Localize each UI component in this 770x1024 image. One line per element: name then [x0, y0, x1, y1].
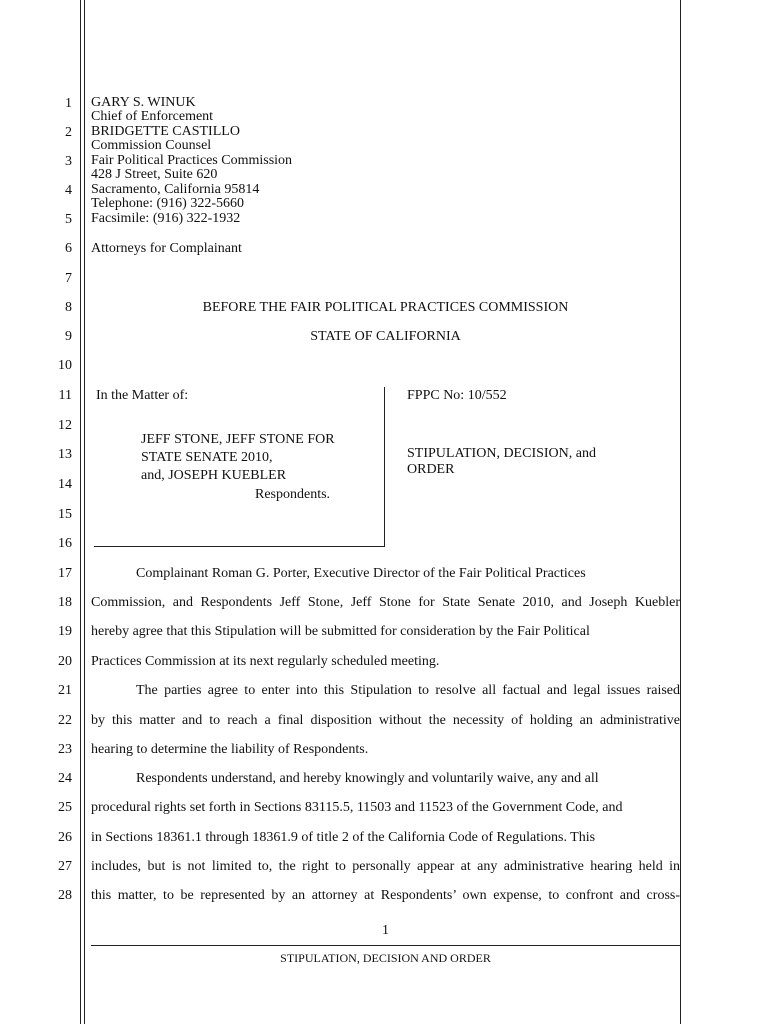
line-number: 9	[65, 329, 72, 344]
left-margin-rule-outer	[80, 0, 81, 1024]
line-number: 22	[58, 713, 72, 728]
footer-title: STIPULATION, DECISION AND ORDER	[280, 951, 491, 965]
body-line: in Sections 18361.1 through 18361.9 of title 2 of the California Code of Regulations. This	[91, 830, 596, 845]
line-number: 18	[58, 595, 72, 610]
document-title: ORDER	[407, 462, 455, 477]
matter-label: In the Matter of:	[96, 388, 189, 403]
line-number: 14	[58, 477, 72, 492]
line-number: 23	[58, 742, 72, 757]
line-number: 25	[58, 800, 72, 815]
line-number: 3	[65, 154, 72, 169]
line-number: 11	[58, 388, 72, 403]
body-line: Complainant Roman G. Porter, Executive Director of the Fair Political Practices	[136, 566, 586, 581]
line-number: 4	[65, 183, 72, 198]
line-number: 2	[65, 125, 72, 140]
body-line: this matter, to be represented by an attorney at Respondents’ own expense, to confront and cross-	[91, 888, 680, 903]
line-number: 12	[58, 418, 72, 433]
telephone: Telephone: (916) 322-5660	[91, 196, 244, 211]
attorney-name: GARY S. WINUK	[91, 95, 196, 110]
attorney-title: Chief of Enforcement	[91, 109, 214, 124]
right-margin-rule	[680, 0, 681, 1024]
line-number: 5	[65, 212, 72, 227]
line-number: 28	[58, 888, 72, 903]
line-number: 6	[65, 241, 72, 256]
attorneys-for: Attorneys for Complainant	[91, 241, 242, 256]
counsel-name: BRIDGETTE CASTILLO	[91, 124, 240, 139]
body-line: The parties agree to enter into this Stipulation to resolve all factual and legal issues raised	[136, 683, 680, 698]
caption-divider	[384, 387, 385, 547]
counsel-title: Commission Counsel	[91, 138, 212, 153]
line-number: 1	[65, 96, 72, 111]
respondents-label: Respondents.	[255, 487, 331, 502]
case-number: FPPC No: 10/552	[407, 388, 507, 403]
body-line: procedural rights set forth in Sections 83115.5, 11503 and 11523 of the Government Code, and	[91, 800, 623, 815]
facsimile: Facsimile: (916) 322-1932	[91, 211, 241, 226]
street-address: 428 J Street, Suite 620	[91, 167, 218, 182]
body-line: by this matter and to reach a final disposition without the necessity of holding an administrative	[91, 713, 680, 728]
party-line: STATE SENATE 2010,	[141, 450, 273, 465]
line-number: 16	[58, 536, 72, 551]
caption-underline	[94, 546, 385, 547]
body-line: Commission, and Respondents Jeff Stone, Jeff Stone for State Senate 2010, and Joseph Kuebler	[91, 595, 680, 610]
body-line: hereby agree that this Stipulation will be submitted for consideration by the Fair Political	[91, 624, 590, 639]
line-number: 26	[58, 830, 72, 845]
party-line: JEFF STONE, JEFF STONE FOR	[141, 432, 335, 447]
body-line: hearing to determine the liability of Respondents.	[91, 742, 369, 757]
document-title: STIPULATION, DECISION, and	[407, 446, 596, 461]
city-address: Sacramento, California 95814	[91, 182, 260, 197]
line-number: 21	[58, 683, 72, 698]
line-number: 10	[58, 358, 72, 373]
agency-name: Fair Political Practices Commission	[91, 153, 293, 168]
party-line: and, JOSEPH KUEBLER	[141, 468, 287, 483]
line-number: 7	[65, 271, 72, 286]
line-number: 17	[58, 566, 72, 581]
tribunal-name: BEFORE THE FAIR POLITICAL PRACTICES COMMISSION	[202, 300, 569, 315]
body-line: includes, but is not limited to, the right to personally appear at any administrative hearing held in	[91, 859, 680, 874]
line-number: 19	[58, 624, 72, 639]
line-number: 24	[58, 771, 72, 786]
line-number: 27	[58, 859, 72, 874]
line-number: 13	[58, 447, 72, 462]
line-number: 20	[58, 654, 72, 669]
line-number: 15	[58, 507, 72, 522]
line-number: 8	[65, 300, 72, 315]
body-line: Respondents understand, and hereby knowingly and voluntarily waive, any and all	[136, 771, 599, 786]
footer-rule	[91, 945, 680, 946]
left-margin-rule-inner	[84, 0, 85, 1024]
page-number: 1	[382, 923, 389, 938]
tribunal-state: STATE OF CALIFORNIA	[310, 329, 461, 344]
body-line: Practices Commission at its next regularly scheduled meeting.	[91, 654, 440, 669]
